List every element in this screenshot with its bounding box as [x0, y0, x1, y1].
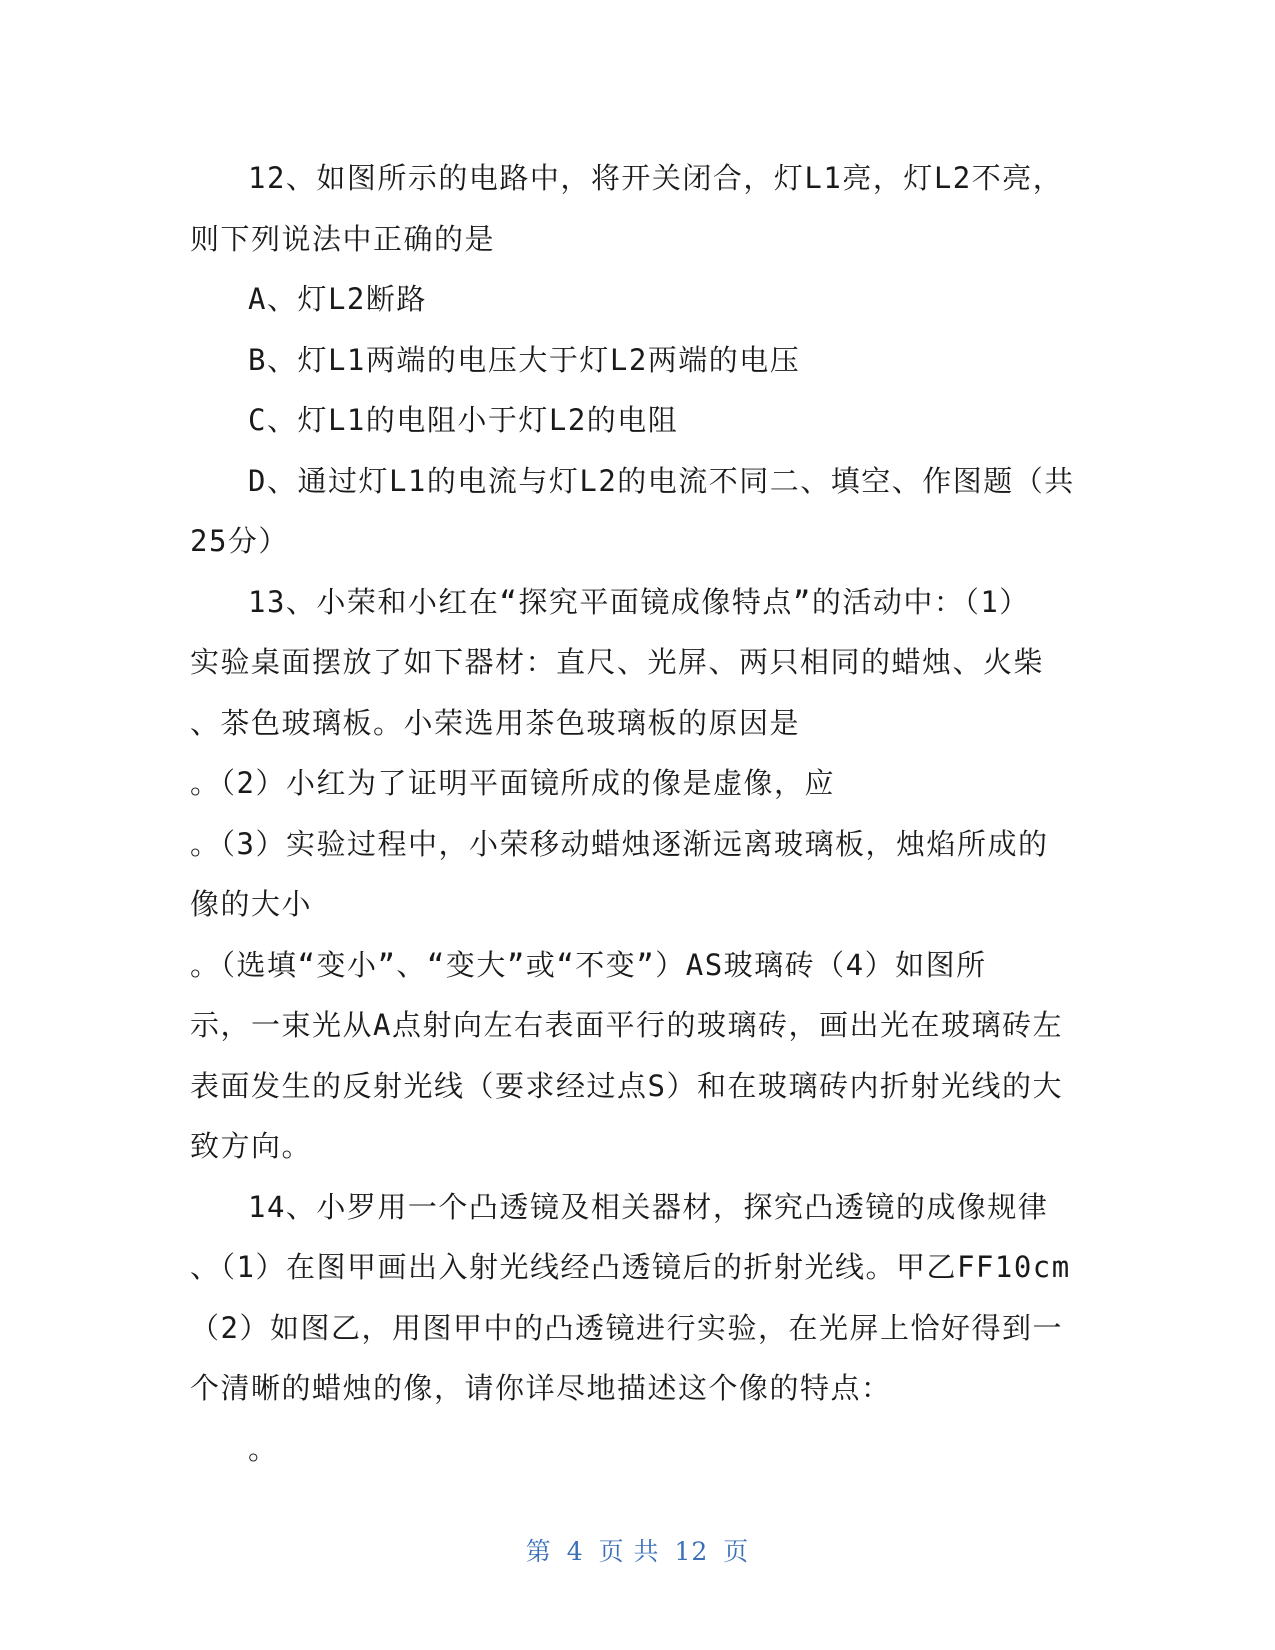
question-13-line-5: 。（3）实验过程中，小荣移动蜡烛逐渐远离玻璃板，烛焰所成的	[190, 826, 1049, 861]
question-13-line-7: 。（选填“变小”、“变大”或“不变”）AS玻璃砖（4）如图所	[190, 947, 987, 982]
question-14-line-3: （2）如图乙，用图甲中的凸透镜进行实验，在光屏上恰好得到一	[190, 1310, 1063, 1345]
option-a: A、灯L2断路	[248, 282, 427, 316]
question-13-line-2: 实验桌面摆放了如下器材：直尺、光屏、两只相同的蜡烛、火柴	[190, 645, 1045, 679]
question-14-line-4: 个清晰的蜡烛的像，请你详尽地描述这个像的特点：	[190, 1371, 892, 1405]
option-c: C、灯L1的电阻小于灯L2的电阻	[248, 403, 679, 437]
footer-page-number: 4	[566, 1537, 584, 1566]
question-12-line-2: 则下列说法中正确的是	[190, 221, 496, 256]
question-12-line-1: 12、如图所示的电路中，将开关闭合，灯L1亮，灯L2不亮，	[248, 161, 1064, 195]
footer-suffix: 页	[723, 1537, 750, 1566]
question-14-line-1: 14、小罗用一个凸透镜及相关器材，探究凸透镜的成像规律	[248, 1189, 1049, 1224]
question-13-line-10: 致方向。	[190, 1129, 313, 1163]
footer-prefix: 第	[525, 1537, 552, 1566]
option-b: B、灯L1两端的电压大于灯L2两端的电压	[248, 342, 801, 377]
question-14-line-5: 。	[248, 1431, 279, 1466]
section-heading-continuation: 25分）	[190, 524, 289, 558]
footer-total-pages: 12	[674, 1537, 709, 1566]
question-13-line-4: 。（2）小红为了证明平面镜所成的像是虚像，应	[190, 766, 835, 800]
question-13-line-3: 、茶色玻璃板。小荣选用茶色玻璃板的原因是	[190, 705, 801, 740]
footer-middle: 页 共	[598, 1537, 660, 1566]
option-d: D、通过灯L1的电流与灯L2的电流不同二、填空、作图题（共	[248, 463, 1075, 498]
question-13-line-8: 示，一束光从A点射向左右表面平行的玻璃砖，画出光在玻璃砖左	[190, 1008, 1063, 1042]
question-14-line-2: 、（1）在图甲画出入射光线经凸透镜后的折射光线。甲乙FF10cm	[190, 1250, 1071, 1284]
question-13-line-1: 13、小荣和小红在“探究平面镜成像特点”的活动中：（1）	[248, 584, 1030, 619]
question-13-line-6: 像的大小	[190, 887, 313, 921]
question-13-line-9: 表面发生的反射光线（要求经过点S）和在玻璃砖内折射光线的大	[190, 1068, 1063, 1103]
page-footer	[0, 1532, 1275, 1568]
document-body	[190, 148, 1090, 1479]
